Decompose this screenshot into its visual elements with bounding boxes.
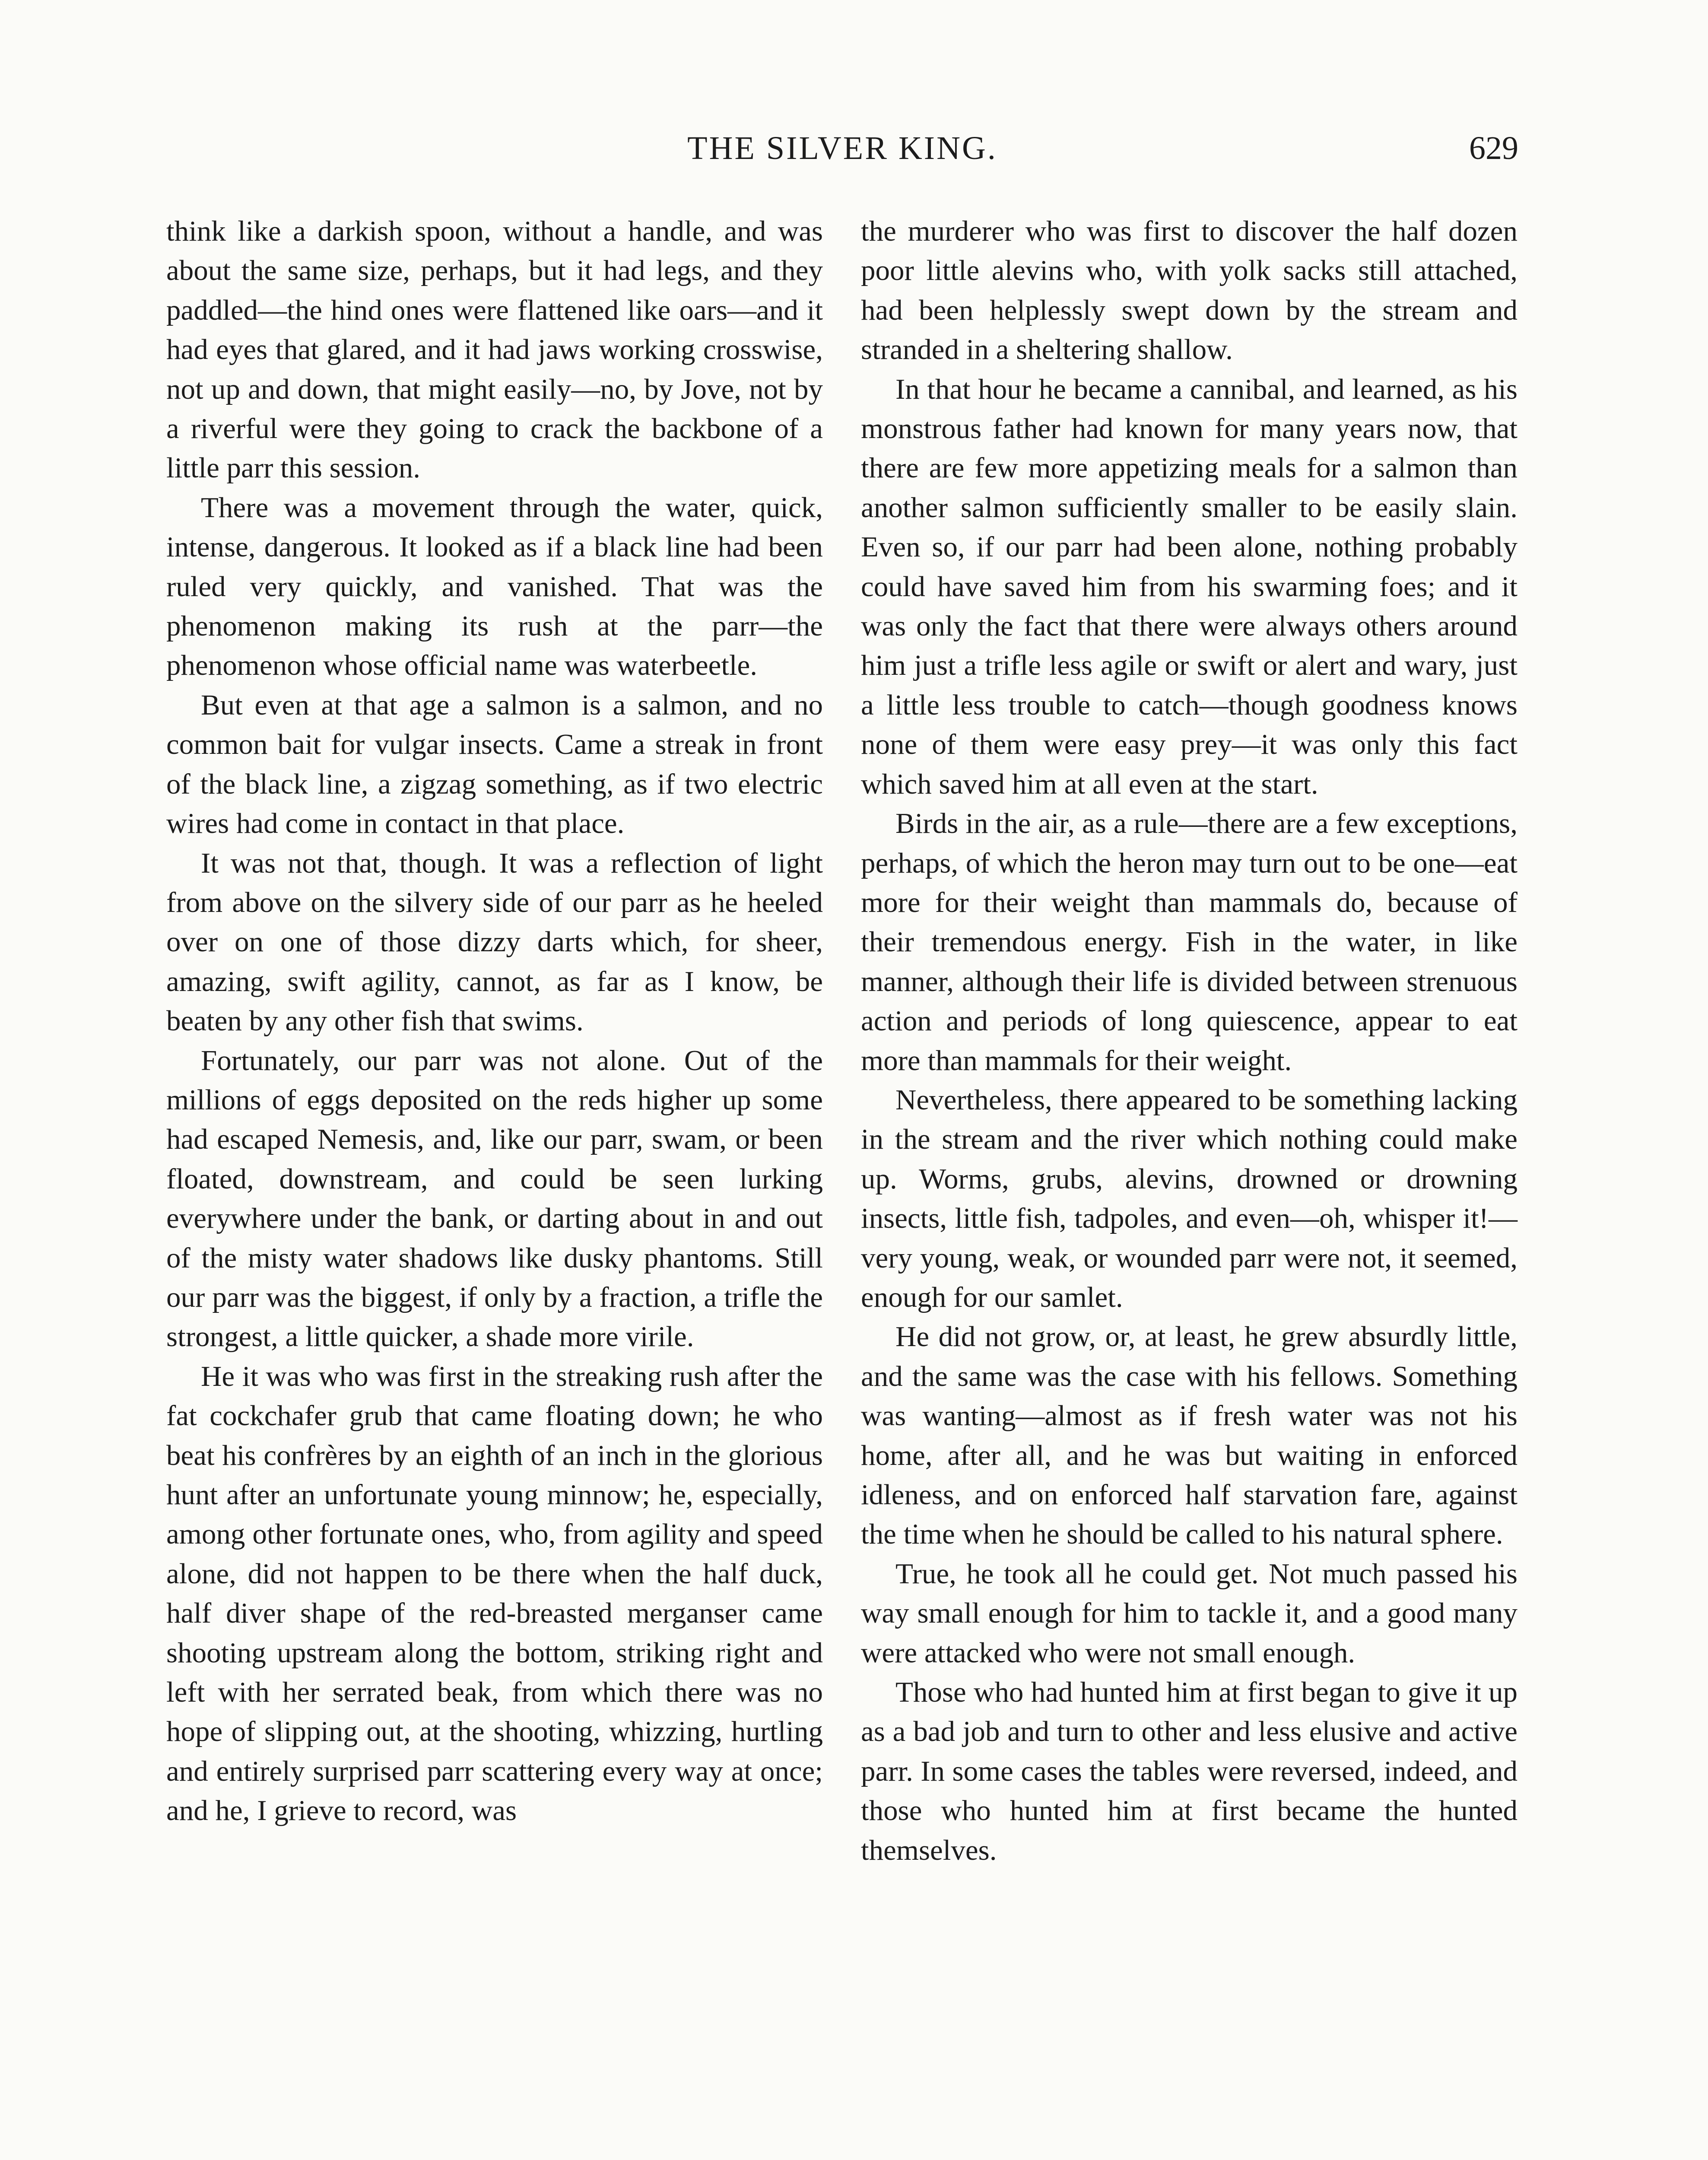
paragraph: True, he took all he could get. Not much passed his way small enough for him to tackle it, and a good many were attacked who were not small enough. [861,1557,1518,1669]
paragraph: Those who had hunted him at first began to give it up as a bad job and turn to other and less elusive and active parr. In some cases the tables were reversed, indeed, and those who hunted him at first became the hunted themselves. [861,1676,1518,1866]
paragraph: think like a darkish spoon, without a handle, and was about the same size, perhaps, but it had legs, and they paddled—the hind ones were flattened like oars—and it had eyes that glared, and it had jaws working crosswise, not up and down, that might easily—no, by Jove, not by a riverful were they going to crack the backbone of a little parr this session. [166,215,823,484]
running-title: THE SILVER KING. [687,130,997,166]
paragraph: There was a movement through the water, quick, intense, dangerous. It looked as if a black line had been ruled very quickly, and vanished. That was the phenomenon making its rush at the parr—the phenomenon whose official name was waterbeetle. [166,491,823,682]
paragraph: It was not that, though. It was a reflection of light from above on the silvery side of our parr as he heeled over on one of those dizzy darts which, for sheer, amazing, swift agility, cannot, as far as I know, be beaten by any other fish that swims. [166,847,823,1037]
right-column [861,212,1518,1870]
paragraph: He did not grow, or, at least, he grew absurdly little, and the same was the case with his fellows. Something was wanting—almost as if fresh water was not his home, after all, and he was but waiting in enforced idleness, and on enforced half starvation fare, against the time when he should be called to his natural sphere. [861,1321,1518,1550]
paragraph: Birds in the air, as a rule—there are a few exceptions, perhaps, of which the heron may turn out to be one—eat more for their weight than mammals do, because of their tremendous energy. Fish in the water, in like manner, although their life is divided between strenuous action and periods of long quiescence, appear to eat more than mammals for their weight. [861,807,1518,1077]
paragraph: He it was who was first in the streaking rush after the fat cockchafer grub that came floating down; he who beat his confrères by an eighth of an inch in the glorious hunt after an unfortunate young minnow; he, especially, among other fortunate ones, who, from agility and speed alone, did not happen to be there when the half duck, half diver shape of the red-breasted merganser came shooting upstream along the bottom, striking right and left with her serrated beak, from which there was no hope of slipping out, at the shooting, whizzing, hurtling and entirely surprised parr scattering every way at once; and he, I grieve to record, was [166,1360,823,1827]
paragraph: the murderer who was first to discover the half dozen poor little alevins who, with yolk sacks still attached, had been helplessly swept down by the stream and stranded in a sheltering shallow. [861,215,1518,366]
page-number: 629 [1469,130,1518,166]
left-column [166,212,823,1831]
paragraph: Fortunately, our parr was not alone. Out of the millions of eggs deposited on the reds higher up some had escaped Nemesis, and, like our parr, swam, or been floated, downstream, and could be seen lurking everywhere under the bank, or darting about in and out of the misty water shadows like dusky phantoms. Still our parr was the biggest, if only by a fraction, a trifle the strongest, a little quicker, a shade more virile. [166,1044,823,1353]
paragraph: But even at that age a salmon is a salmon, and no common bait for vulgar insects. Came a streak in front of the black line, a zigzag something, as if two electric wires had come in contact in that place. [166,689,823,840]
paragraph: In that hour he became a cannibal, and learned, as his monstrous father had known for many years now, that there are few more appetizing meals for a salmon than another salmon sufficiently smaller to be easily slain. Even so, if our parr had been alone, nothing probably could have saved him from his swarming foes; and it was only the fact that there were always others around him just a trifle less agile or swift or alert and wary, just a little less trouble to catch—though goodness knows none of them were easy prey—it was only this fact which saved him at all even at the start. [861,373,1518,800]
paragraph: Nevertheless, there appeared to be something lacking in the stream and the river which nothing could make up. Worms, grubs, alevins, drowned or drowning insects, little fish, tadpoles, and even—oh, whisper it!—very young, weak, or wounded parr were not, it seemed, enough for our samlet. [861,1083,1518,1313]
running-head [166,130,1518,181]
